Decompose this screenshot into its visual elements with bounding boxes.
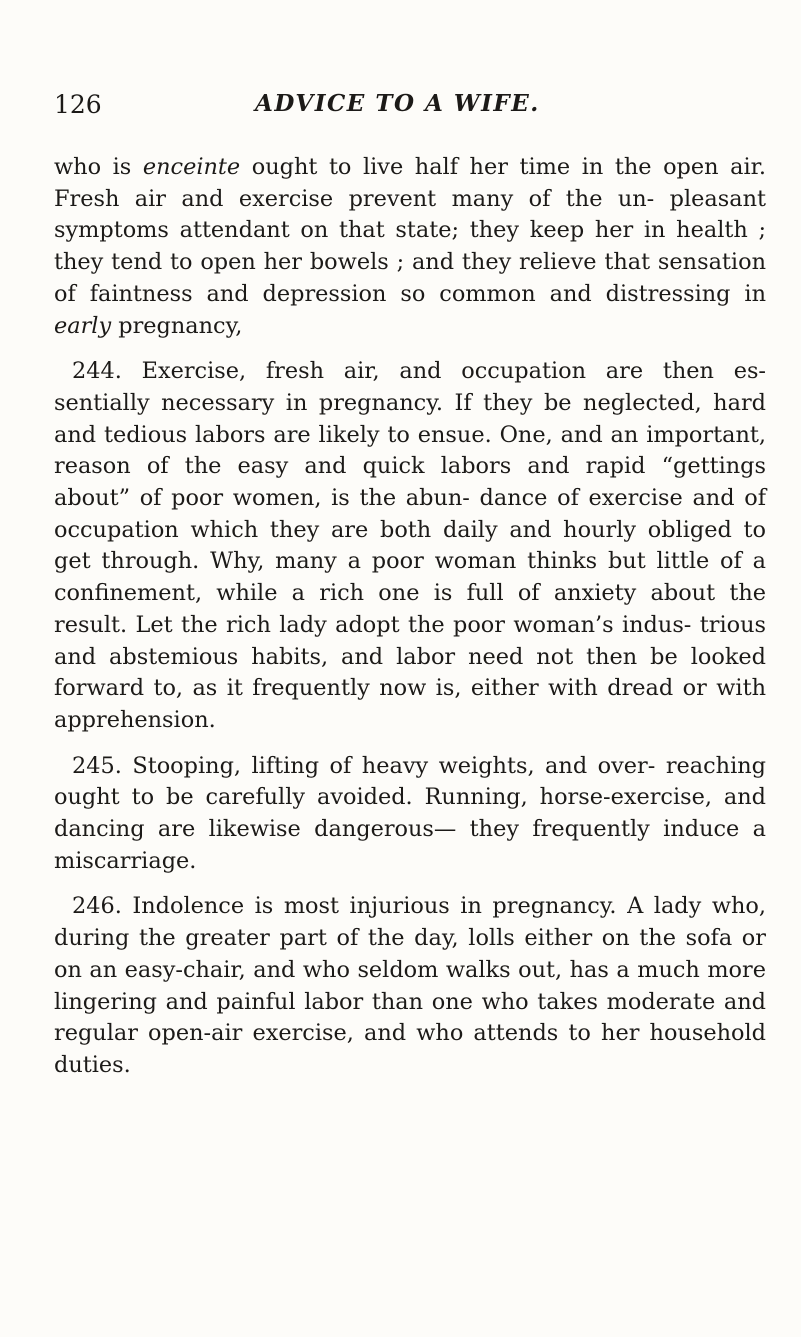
running-title: ADVICE TO A WIFE.	[255, 90, 540, 117]
emphasized-word: early	[54, 312, 112, 339]
page-header	[54, 90, 754, 124]
page-number: 126	[54, 90, 102, 119]
paragraph-245: 245. Stooping, lifting of heavy weights, and over- reaching ought to be carefully avoided. Running, horse-exercise, and dancing are likewise dangerous— they frequently induce a miscarriage.	[54, 752, 766, 874]
paragraph-text: who is	[54, 154, 143, 180]
body-text	[54, 152, 766, 1096]
paragraph-244: 244. Exercise, fresh air, and occupation are then es- sentially necessary in pregnancy. If they be neglected, hard and tedious labors are likely to ensue. One, and an important, reason of the easy and quick labors and rapid “gettings about” of poor women, is the abun- dance of exercise and of occupation which they are both daily and hourly obliged to get through. Why, many a poor woman thinks but little of a confinement, while a rich one is full of anxiety about the result. Let the rich lady adopt the poor woman’s indus- trious and abstemious habits, and labor need not then be looked forward to, as it frequently now is, either with dread or with apprehension.	[54, 358, 766, 733]
paragraph-246: 246. Indolence is most injurious in pregnancy. A lady who, during the greater part of the day, lolls either on the sofa or on an easy-chair, and who seldom walks out, has a much more lingering and painful labor than one who takes moderate and regular open-air exercise, and who attends to her household duties.	[54, 893, 766, 1078]
paragraph-text: pregnancy,	[111, 312, 243, 339]
paragraph-continued	[54, 152, 766, 342]
emphasized-word: enceinte	[142, 154, 241, 180]
paragraph-text: ought to live half her time in the open air. Fresh air and exercise prevent many of the un- pleasant symptoms attendant on that state; they keep her in health ; they tend to open her bowels ; and they relieve that sensation of faintness and depression so common and distressing in	[54, 154, 767, 307]
